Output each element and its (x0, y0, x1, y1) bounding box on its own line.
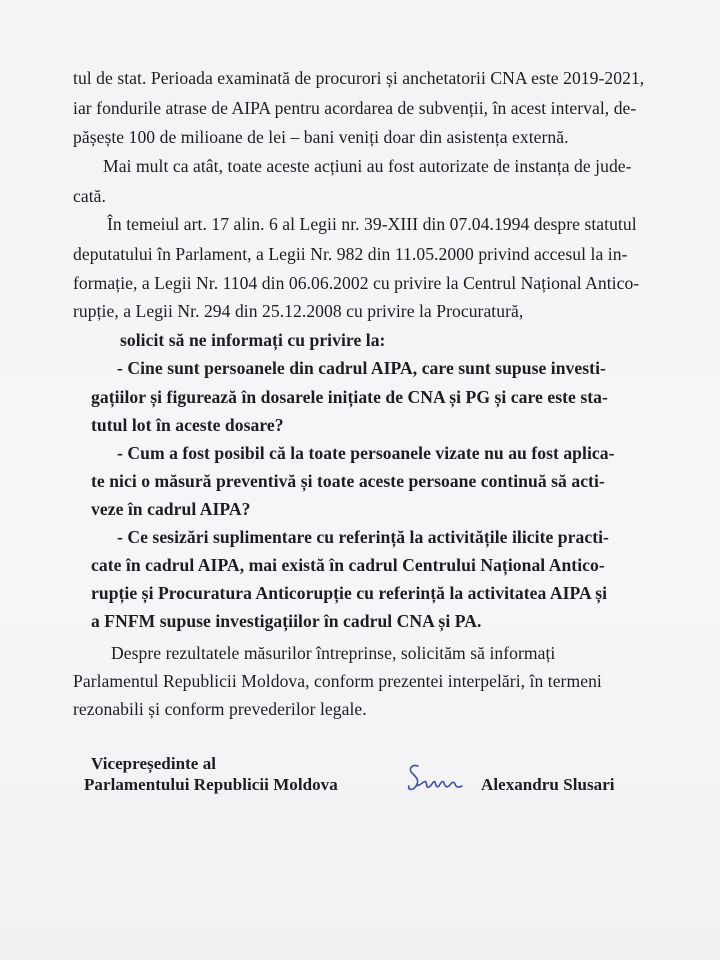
paragraph-2-line-1: Mai mult ca atât, toate aceste acțiuni au fost autorizate de instanța de jude- (103, 156, 632, 176)
intro-line-3: pășește 100 de milioane de lei – bani veniți doar din asistența externă. (73, 127, 569, 147)
question-2-line-1: - Cum a fost posibil că la toate persoanele vizate nu au fost aplica- (117, 443, 615, 463)
paragraph-2-line-2: cată. (73, 186, 106, 206)
question-3-line-4: a FNFM supuse investigațiilor în cadrul CNA și PA. (91, 611, 482, 631)
signatory-title-line-1: Vicepreședinte al (91, 754, 217, 773)
closing-line-1: Despre rezultatele măsurilor întreprinse, solicităm să informați (111, 643, 556, 663)
question-2-line-2: te nici o măsură preventivă și toate aceste persoane continuă să acti- (91, 471, 605, 491)
signatory-title-line-2: Parlamentului Republicii Moldova (84, 775, 338, 794)
request-heading: solicit să ne informați cu privire la: (120, 330, 386, 350)
question-2-line-3: veze în cadrul AIPA? (91, 499, 251, 519)
question-3-line-1: - Ce sesizări suplimentare cu referință la activitățile ilicite practi- (117, 527, 609, 547)
question-3-line-2: cate în cadrul AIPA, mai există în cadrul Centrului Național Antico- (91, 555, 605, 575)
intro-line-2: iar fondurile atrase de AIPA pentru acordarea de subvenții, în acest interval, de- (73, 98, 637, 118)
intro-line-1: tul de stat. Perioada examinată de procurori și anchetatorii CNA este 2019-2021, (73, 68, 645, 88)
question-3-line-3: rupție și Procuratura Anticorupție cu referință la activitatea AIPA și (91, 583, 608, 603)
legal-basis-line-4: rupție, a Legii Nr. 294 din 25.12.2008 cu privire la Procuratură, (73, 301, 524, 321)
closing-line-2: Parlamentul Republicii Moldova, conform prezentei interpelări, în termeni (73, 671, 602, 691)
legal-basis-line-1: În temeiul art. 17 alin. 6 al Legii nr. 39-XIII din 07.04.1994 despre statutul (107, 214, 637, 234)
legal-basis-line-3: formație, a Legii Nr. 1104 din 06.06.2002 cu privire la Centrul Național Antico- (73, 273, 640, 293)
question-1-line-3: tutul lot în aceste dosare? (91, 415, 284, 435)
signatory-name: Alexandru Slusari (481, 775, 615, 794)
closing-line-3: rezonabili și conform prevederilor legale. (73, 699, 367, 719)
handwritten-signature (404, 760, 468, 798)
question-1-line-1: - Cine sunt persoanele din cadrul AIPA, care sunt supuse investi- (117, 358, 606, 378)
legal-basis-line-2: deputatului în Parlament, a Legii Nr. 982 din 11.05.2000 privind accesul la in- (73, 244, 628, 264)
question-1-line-2: gațiilor și figurează în dosarele inițiate de CNA și PG și care este sta- (91, 387, 608, 407)
